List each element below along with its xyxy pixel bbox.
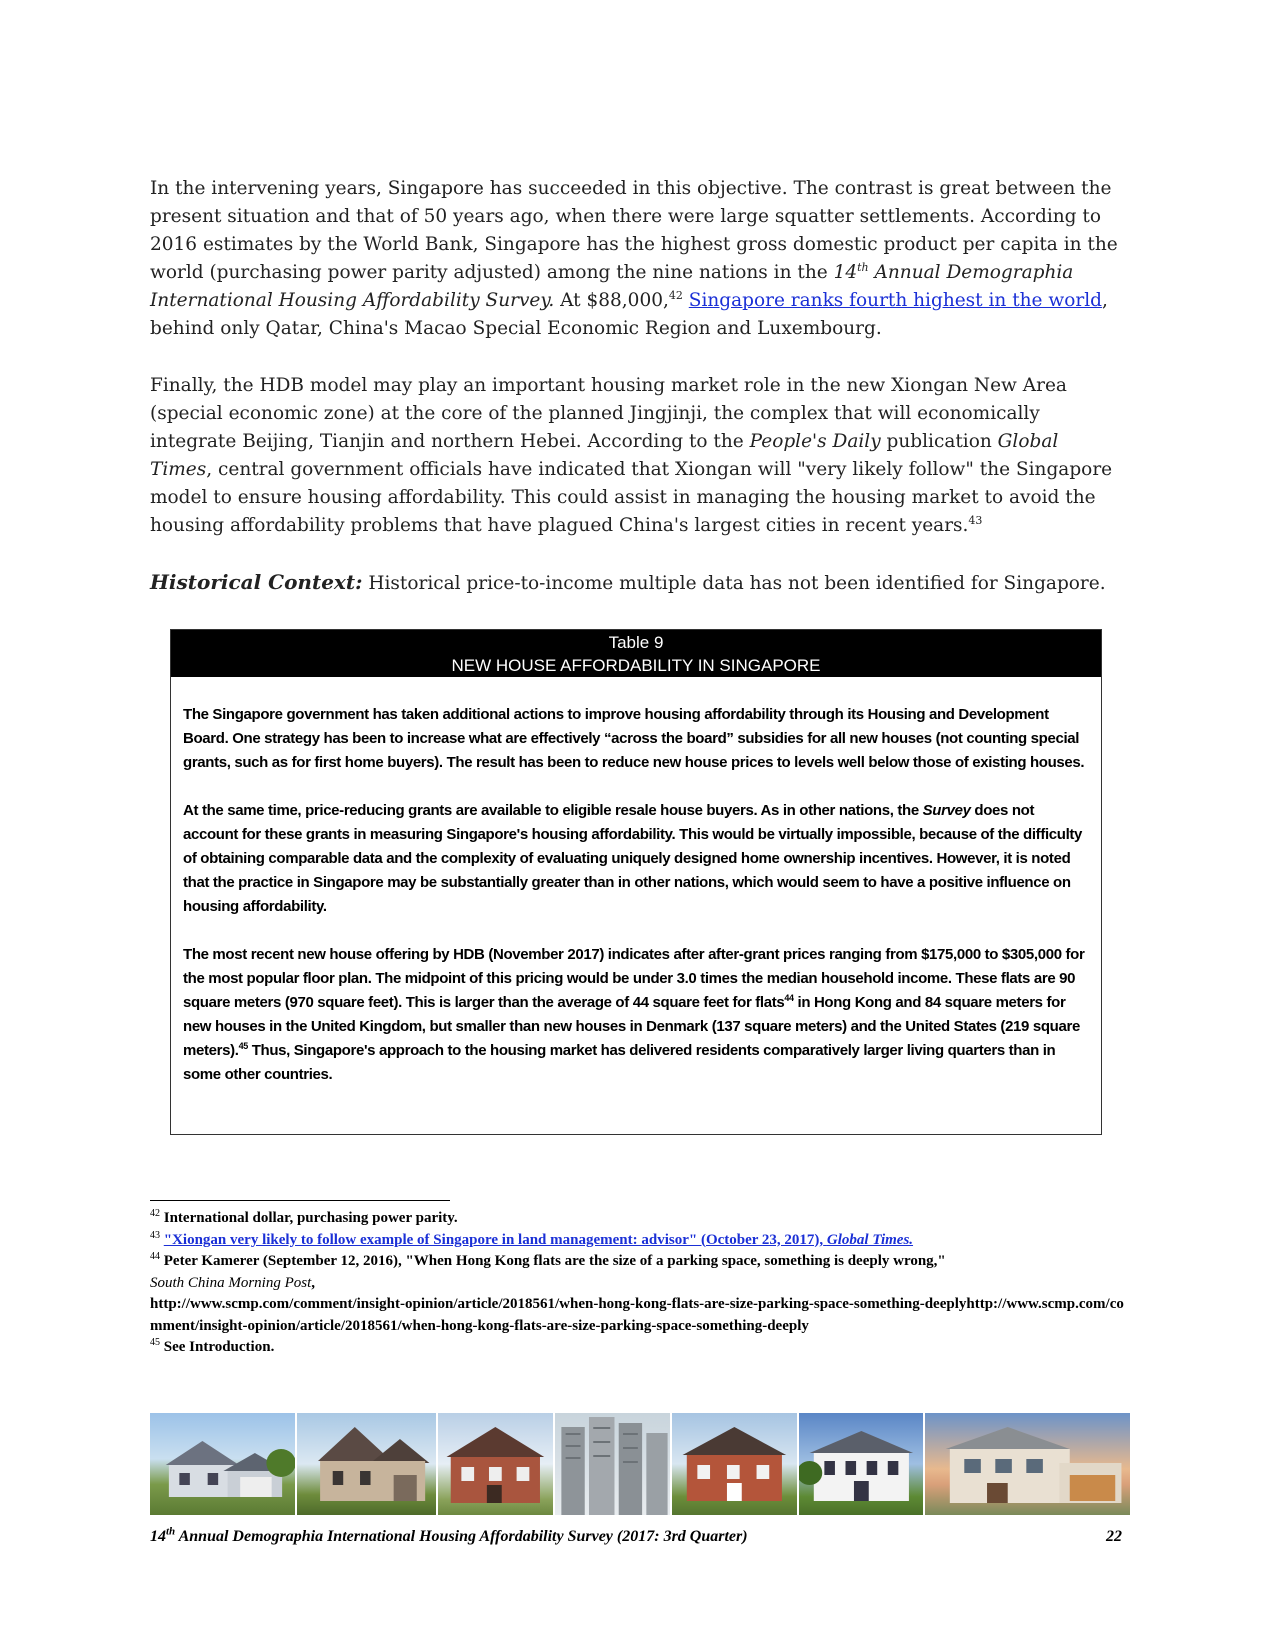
footnote-43: $^{43}$ "Xiongan very likely to follow example of Singapore in land management: advisor" (October 23, 2017), Global Times. bbox=[150, 1229, 914, 1248]
historical-context: Historical Context: Historical price-to-income multiple data has not been identified for Singapore. bbox=[150, 570, 1106, 594]
footnote-ref-42: 42 bbox=[668, 288, 683, 302]
table-header bbox=[171, 630, 1101, 677]
footer-title: 14th Annual Demographia International Housing Affordability Survey (2017: 3rd Quarter) bbox=[150, 1525, 748, 1545]
footnote-42: $^{42}$ International dollar, purchasing power parity. bbox=[150, 1208, 458, 1226]
house-photo-7 bbox=[925, 1413, 1130, 1515]
singapore-ranks-link[interactable]: Singapore ranks fourth highest in the world bbox=[688, 290, 1102, 311]
page-number: 22 bbox=[1106, 1528, 1122, 1545]
footnote-ref-43: 43 bbox=[968, 513, 983, 527]
table-label: Table 9 bbox=[608, 633, 664, 652]
footnote-44: $^{44}$ Peter Kamerer (September 12, 2016), "When Hong Kong flats are the size of a parking space, something is deeply wrong," South China Morning Post, http://www.scmp.com/comment/insight-opinion/article/2018561/when-hong-kong-flats-are-size-parking-space-something-deeplyhttp://www.scmp.com/comment/insight-opinion/article/2018561/when-hong-kong-flats-are-size-parking-space-something-deeply bbox=[150, 1251, 1124, 1334]
footnote-divider bbox=[150, 1200, 450, 1201]
table-paragraph-3: The most recent new house offering by HDB (November 2017) indicates after after-grant prices ranging from $175,000 to $305,000 for the most popular floor plan. The midpoint of this pricing would be under 3.0 times the median household income. These flats are 90 square meters (970 square feet). This is larger than the average of 44 square feet for flats$^{44}$ in Hong Kong and 84 square meters for new houses in the United Kingdom, but smaller than new houses in Denmark (137 square meters) and the United States (219 square meters).$^{45}$ Thus, Singapore's approach to the housing market has delivered residents comparatively larger living quarters than in some other countries. bbox=[183, 946, 1085, 1083]
historical-context-heading: Historical Context: bbox=[150, 570, 363, 594]
table-title: NEW HOUSE AFFORDABILITY IN SINGAPORE bbox=[451, 656, 821, 675]
house-photo-strip bbox=[150, 1413, 1130, 1515]
footnote-45: $^{45}$ See Introduction. bbox=[150, 1337, 275, 1355]
house-photo-2 bbox=[297, 1413, 437, 1515]
xiongan-article-link[interactable]: "Xiongan very likely to follow example of Singapore in land management: advisor" (October 23, 2017), Global Times. bbox=[163, 1231, 914, 1248]
footnotes bbox=[150, 1208, 1125, 1359]
paragraph-world-bank: In the intervening years, Singapore has succeeded in this objective. The contrast is great between the present situation and that of 50 years ago, when there were large squatter settlements. According to 2016 estimates by the World Bank, Singapore has the highest gross domestic product per capita in the world (purchasing power parity adjusted) among the nine nations in the 14th Annual Demographia International Housing Affordability Survey. At $88,000,42 Singapore ranks fourth highest in the world, behind only Qatar, China's Macao Special Economic Region and Luxembourg. bbox=[150, 178, 1118, 339]
house-photo-4 bbox=[555, 1413, 670, 1515]
house-photo-5 bbox=[672, 1413, 797, 1515]
house-photo-1 bbox=[150, 1413, 295, 1515]
house-photo-3 bbox=[438, 1413, 553, 1515]
table-paragraph-2: At the same time, price-reducing grants are available to eligible resale house buyers. As in other nations, the Survey does not account for these grants in measuring Singapore's housing affordability. This would be virtually impossible, because of the difficulty of obtaining comparable data and the complexity of evaluating uniquely designed home ownership incentives. However, it is noted that the practice in Singapore may be substantially greater than in other nations, which would seem to have a positive influence on housing affordability. bbox=[183, 802, 1083, 915]
table-body bbox=[171, 677, 1101, 1087]
scmp-url[interactable]: http://www.scmp.com/comment/insight-opinion/article/2018561/when-hong-kong-flats-are-size-parking-space-something-deeplyhttp://www.scmp.com/comment/insight-opinion/article/2018561/when-hong-kong-flats-are-size-parking-space-something-deeply bbox=[150, 1296, 1124, 1334]
table-paragraph-1: The Singapore government has taken additional actions to improve housing affordability through its Housing and Development Board. One strategy has been to increase what are effectively “across the board” subsidies for all new houses (not counting special grants, such as for first home buyers). The result has been to reduce new house prices to levels well below those of existing houses. bbox=[183, 706, 1085, 771]
page-footer bbox=[150, 1525, 1122, 1546]
house-photo-6 bbox=[799, 1413, 924, 1515]
table-9-box bbox=[170, 629, 1102, 1135]
paragraph-xiongan: Finally, the HDB model may play an important housing market role in the new Xiongan New Area (special economic zone) at the core of the planned Jingjinji, the complex that will economically integrate Beijing, Tianjin and northern Hebei. According to the People's Daily publication Global Times, central government officials have indicated that Xiongan will "very likely follow" the Singapore model to ensure housing affordability. This could assist in managing the housing market to avoid the housing affordability problems that have plagued China's largest cities in recent years.$^{43}$ bbox=[150, 375, 1113, 536]
survey-title: 14th Annual Demographia International Housing Affordability Survey. bbox=[150, 260, 1074, 311]
